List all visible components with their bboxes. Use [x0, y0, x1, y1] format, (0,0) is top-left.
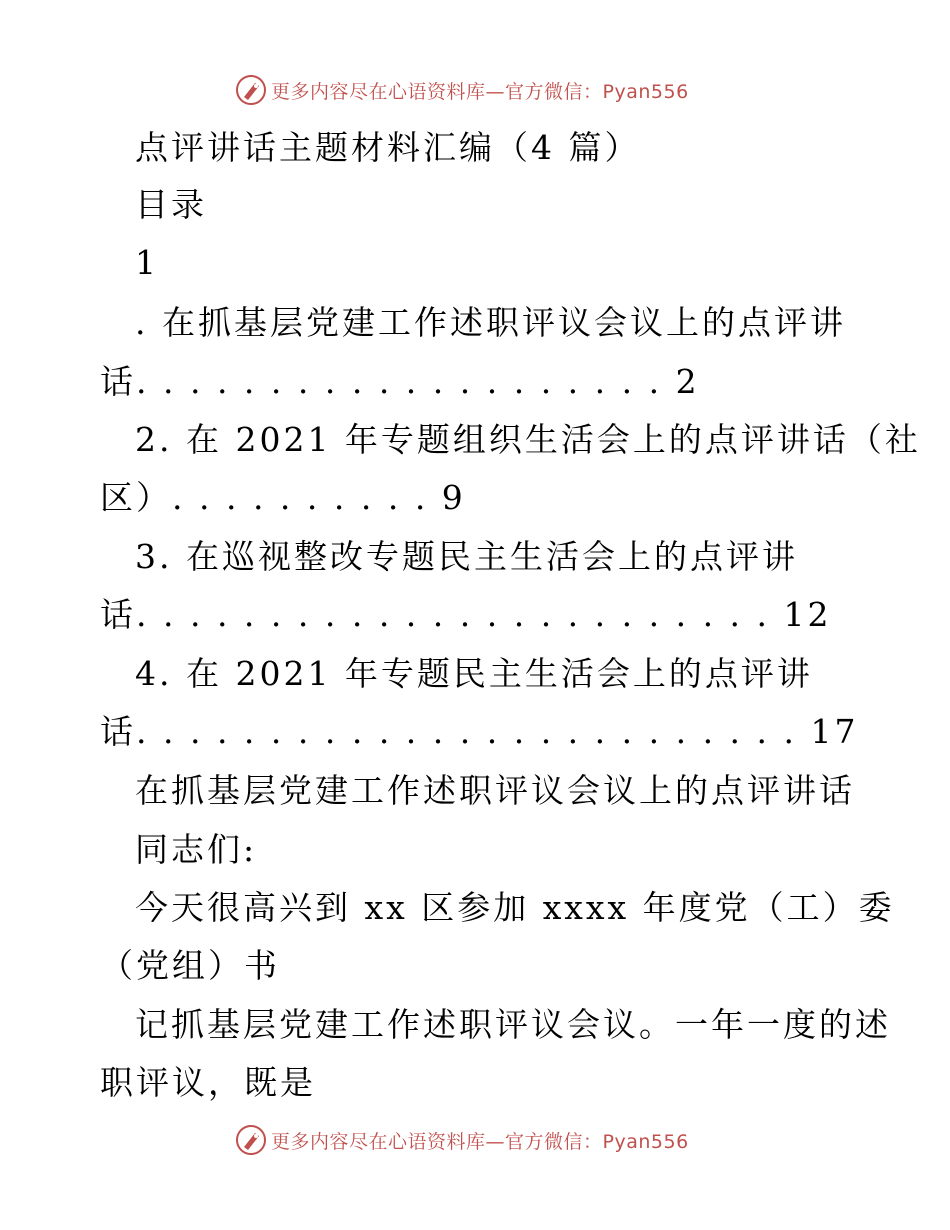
watermark-header — [235, 72, 689, 108]
watermark-text: 更多内容尽在心语资料库—官方微信：Pyan556 — [271, 1130, 689, 1153]
pen-nib-logo-icon — [235, 1124, 267, 1156]
toc-item-2-line1: 2. 在 2021 年专题组织生活会上的点评讲话（社 — [135, 420, 921, 459]
toc-item-4-line2: 话. . . . . . . . . . . . . . . . . . . . . . . . . 17 — [100, 712, 859, 751]
section-title: 在抓基层党建工作述职评议会议上的点评讲话 — [135, 771, 855, 810]
salutation: 同志们: — [135, 830, 258, 869]
pen-nib-logo-icon — [235, 74, 267, 106]
watermark-text: 更多内容尽在心语资料库—官方微信：Pyan556 — [271, 80, 689, 103]
toc-heading: 目录 — [135, 185, 207, 224]
toc-item-1-line2: 话. . . . . . . . . . . . . . . . . . . . 2 — [100, 362, 700, 401]
document-title: 点评讲话主题材料汇编（4 篇） — [135, 128, 641, 167]
toc-item-3-line2: 话. . . . . . . . . . . . . . . . . . . . . . . . 12 — [100, 595, 832, 634]
toc-item-4-line1: 4. 在 2021 年专题民主生活会上的点评讲 — [135, 654, 813, 693]
watermark-footer — [235, 1122, 689, 1158]
toc-number-1: 1 — [135, 243, 159, 282]
paragraph-2-line1: 记抓基层党建工作述职评议会议。一年一度的述 — [135, 1005, 891, 1044]
paragraph-1-line1: 今天很高兴到 xx 区参加 xxxx 年度党（工）委 — [135, 888, 895, 927]
toc-item-2-line2: 区）. . . . . . . . . . 9 — [100, 478, 466, 517]
toc-item-1-line1: . 在抓基层党建工作述职评议会议上的点评讲 — [135, 303, 846, 342]
toc-item-3-line1: 3. 在巡视整改专题民主生活会上的点评讲 — [135, 537, 798, 576]
paragraph-2-line2: 职评议，既是 — [100, 1063, 316, 1102]
paragraph-1-line2: （党组）书 — [100, 946, 280, 985]
